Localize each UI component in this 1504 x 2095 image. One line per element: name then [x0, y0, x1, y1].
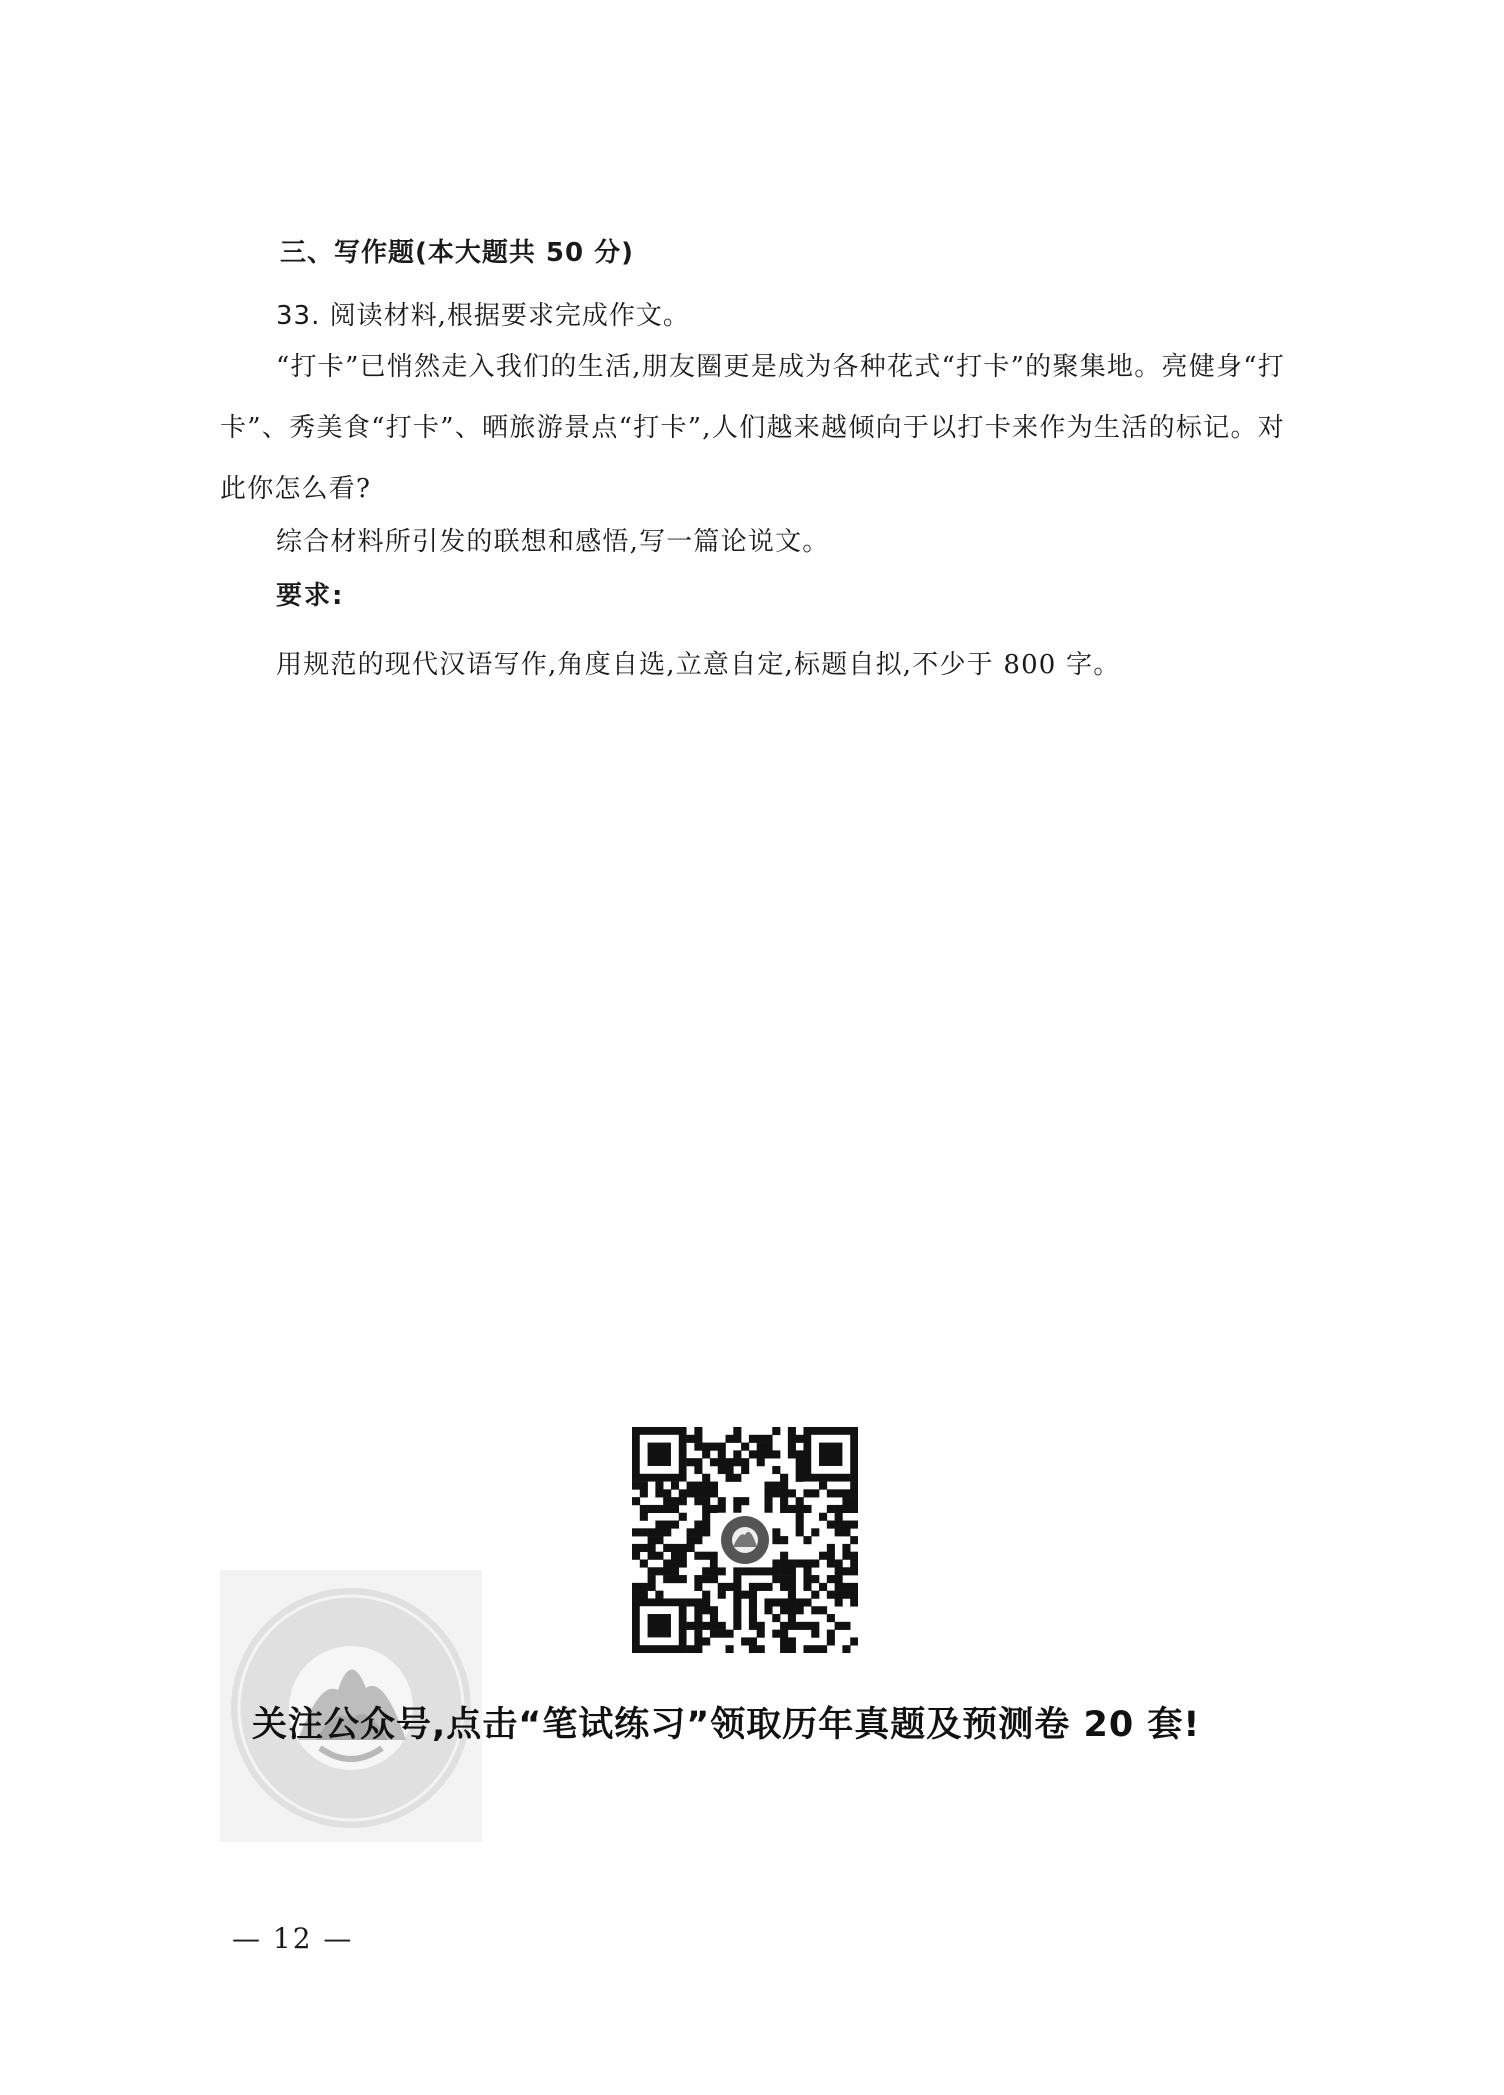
- question-number: 33.: [276, 301, 321, 331]
- material-paragraph: “打卡”已悄然走入我们的生活,朋友圈更是成为各种花式“打卡”的聚集地。亮健身“打卡”、秀美食“打卡”、晒旅游景点“打卡”,人们越来越倾向于以打卡来作为生活的标记。对此你怎么看?: [220, 352, 1285, 504]
- promo-banner: 关注公众号,点击“笔试练习”领取历年真题及预测卷 20 套!: [252, 1705, 1201, 1745]
- instruction-paragraph: 综合材料所引发的联想和感悟,写一篇论说文。: [276, 527, 830, 557]
- requirement-label: 要求:: [276, 581, 345, 611]
- page-number: — 12 —: [232, 1922, 354, 1955]
- section-heading: 三、写作题(本大题共 50 分): [280, 238, 635, 268]
- requirement-paragraph: 用规范的现代汉语写作,角度自选,立意自定,标题自拟,不少于 800 字。: [276, 650, 1121, 680]
- question-prompt: 阅读材料,根据要求完成作文。: [329, 301, 690, 331]
- question-prompt-line: [276, 295, 690, 332]
- qr-code-icon: [632, 1427, 858, 1653]
